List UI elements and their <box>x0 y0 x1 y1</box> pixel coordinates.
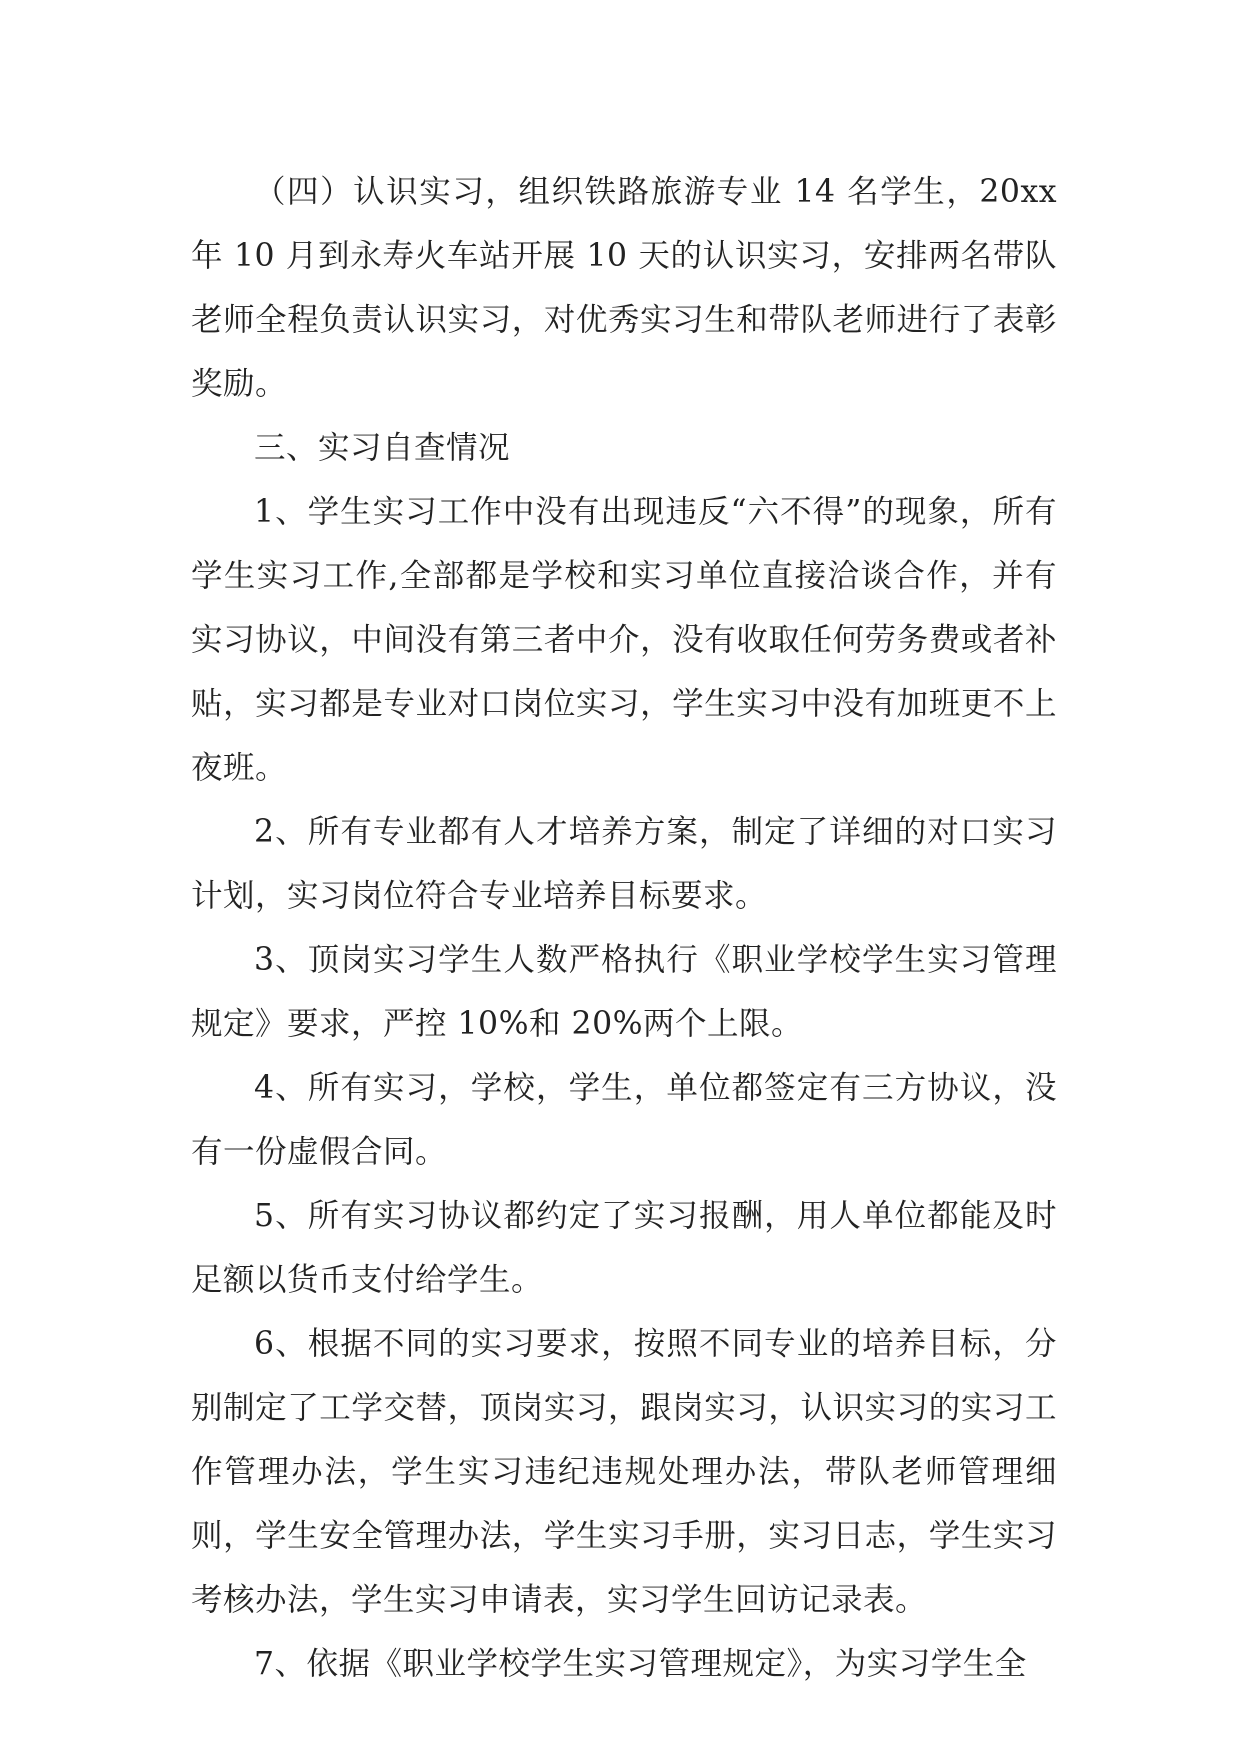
paragraph-item-5: 5、所有实习协议都约定了实习报酬，用人单位都能及时足额以货币支付给学生。 <box>191 1198 1057 1298</box>
document-page <box>191 160 1057 1696</box>
section-heading-self-inspection: 三、实习自查情况 <box>254 430 511 466</box>
paragraph-item-7: 7、依据《职业学校学生实习管理规定》，为实习学生全 <box>254 1646 1027 1682</box>
paragraph-item-2: 2、所有专业都有人才培养方案，制定了详细的对口实习计划，实习岗位符合专业培养目标要求。 <box>191 814 1057 914</box>
paragraph-recognition-internship: （四）认识实习，组织铁路旅游专业 14 名学生，20xx 年 10 月到永寿火车站开展 10 天的认识实习，安排两名带队老师全程负责认识实习，对优秀实习生和带队老师进行了表彰奖励。 <box>191 174 1057 402</box>
paragraph-item-3: 3、顶岗实习学生人数严格执行《职业学校学生实习管理规定》要求，严控 10%和 20%两个上限。 <box>191 942 1057 1042</box>
paragraph-item-6: 6、根据不同的实习要求，按照不同专业的培养目标，分别制定了工学交替，顶岗实习，跟岗实习，认识实习的实习工作管理办法，学生实习违纪违规处理办法，带队老师管理细则，学生安全管理办法，学生实习手册，实习日志，学生实习考核办法，学生实习申请表，实习学生回访记录表。 <box>191 1326 1057 1618</box>
paragraph-item-1: 1、学生实习工作中没有出现违反“六不得”的现象，所有学生实习工作,全部都是学校和实习单位直接洽谈合作，并有实习协议，中间没有第三者中介，没有收取任何劳务费或者补贴，实习都是专业对口岗位实习，学生实习中没有加班更不上夜班。 <box>191 494 1057 786</box>
paragraph-item-4: 4、所有实习，学校，学生，单位都签定有三方协议，没有一份虚假合同。 <box>191 1070 1057 1170</box>
